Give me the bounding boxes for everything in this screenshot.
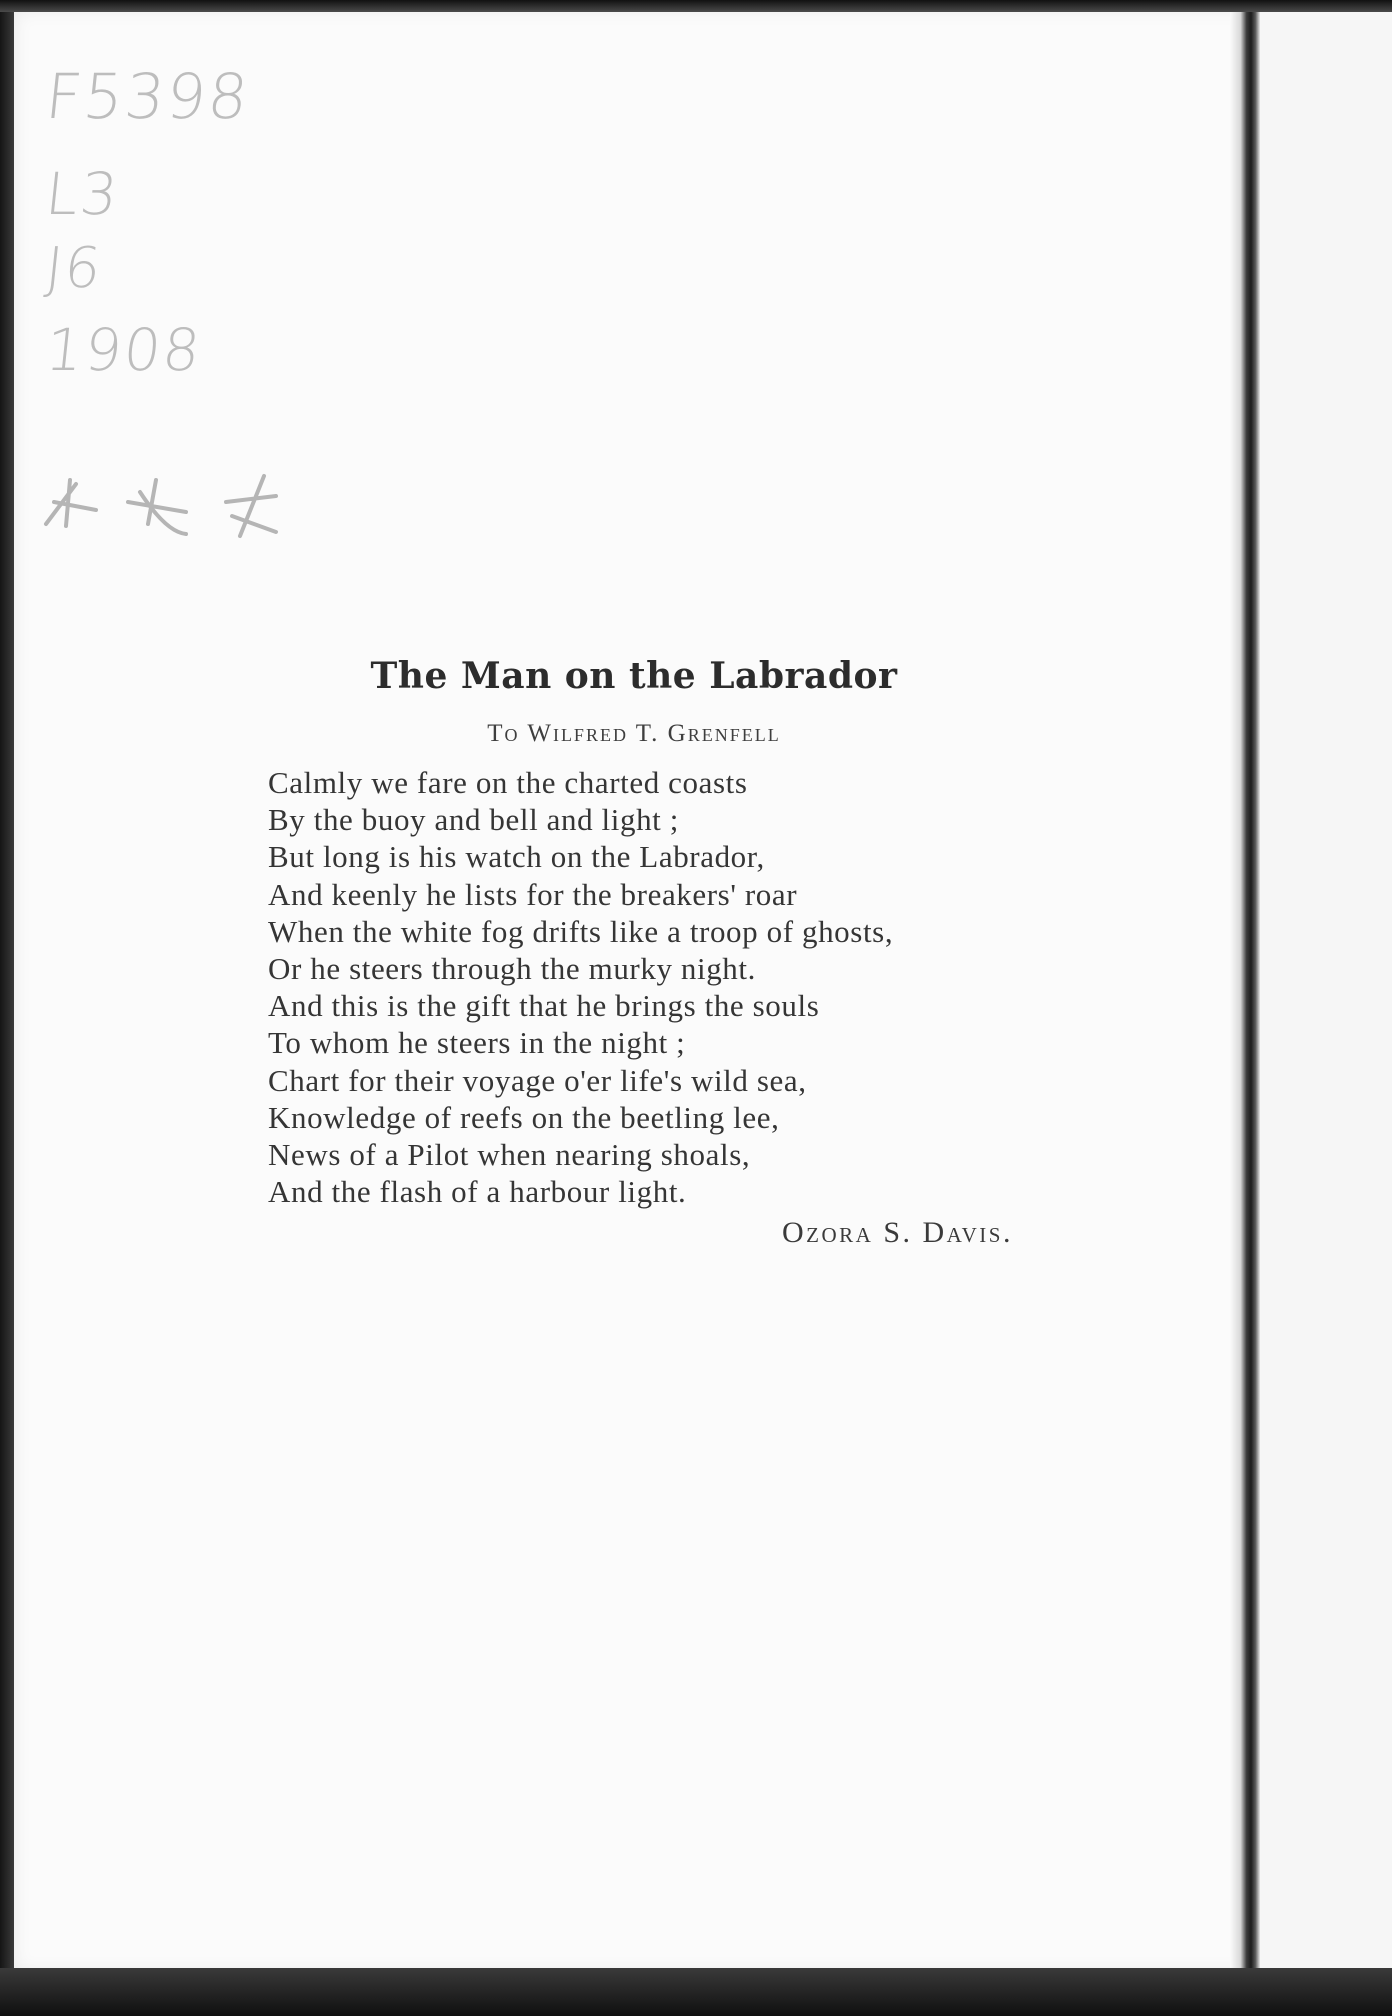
poem-body <box>268 764 893 1210</box>
scan-border-top <box>0 0 1392 12</box>
poem-author: Ozora S. Davis. <box>782 1216 1013 1249</box>
poem-title: The Man on the Labrador <box>370 655 898 697</box>
poem-line: Knowledge of reefs on the beetling lee, <box>268 1099 780 1135</box>
poem-line: And this is the gift that he brings the souls <box>268 988 820 1024</box>
right-page-edge <box>1260 10 1392 1972</box>
poem-dedication: To Wilfred T. Grenfell <box>487 720 781 747</box>
poem-line: And keenly he lists for the breakers' roar <box>268 876 798 912</box>
call-number-line-1: F5398 <box>42 60 254 133</box>
poem-line: Chart for their voyage o'er life's wild sea, <box>268 1062 807 1098</box>
scan-border-left <box>0 0 14 2016</box>
poem-line: News of a Pilot when nearing shoals, <box>268 1137 751 1173</box>
poem-line: And the flash of a harbour light. <box>268 1174 687 1210</box>
call-number-line-4: 1908 <box>42 316 206 384</box>
poem-line: To whom he steers in the night ; <box>268 1025 686 1061</box>
poem-line: By the buoy and bell and light ; <box>268 802 679 838</box>
poem-line: Calmly we fare on the charted coasts <box>268 765 748 800</box>
poem-line: But long is his watch on the Labrador, <box>268 839 765 875</box>
call-number-line-2: L3 <box>42 160 123 228</box>
poem-line: When the white fog drifts like a troop of ghosts, <box>268 913 894 949</box>
book-gutter <box>1230 10 1260 1970</box>
call-number-line-3: J6 <box>42 236 106 301</box>
poem-line: Or he steers through the murky night. <box>268 951 756 987</box>
pencil-marks-icon <box>36 462 286 552</box>
scan-border-bottom <box>0 1968 1392 2016</box>
